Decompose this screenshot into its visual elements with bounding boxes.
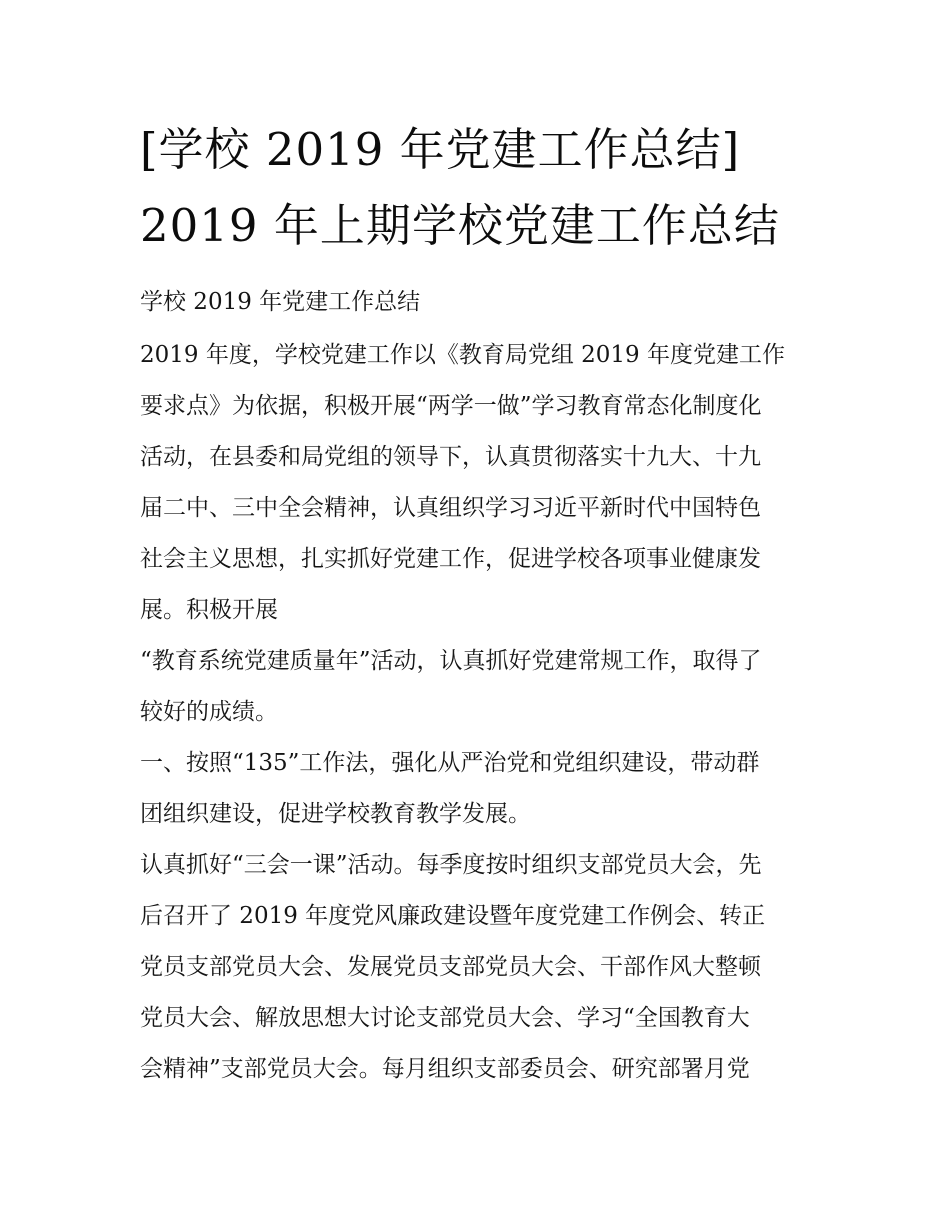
body-line: 届二中、三中全会精神，认真组织学习习近平新时代中国特色: [140, 495, 761, 521]
body-line: 2019 年度，学校党建工作以《教育局党组 2019 年度党建工作: [140, 342, 785, 368]
title-line-2: 2019 年上期学校党建工作总结: [140, 199, 780, 252]
document-title: [140, 112, 830, 264]
body-line: 后召开了 2019 年度党风廉政建设暨年度党建工作例会、转正: [140, 903, 766, 929]
title-line-1: [学校 2019 年党建工作总结]: [140, 123, 741, 176]
body-line: 较好的成绩。: [140, 699, 278, 725]
body-line: 要求点》为依据，积极开展“两学一做”学习教育常态化制度化: [140, 393, 762, 419]
body-line: 会精神”支部党员大会。每月组织支部委员会、研究部署月党: [140, 1056, 750, 1082]
body-line: “教育系统党建质量年”活动，认真抓好党建常规工作，取得了: [140, 648, 762, 674]
subtitle-line: 学校 2019 年党建工作总结: [140, 289, 421, 315]
body-line: 党员大会、解放思想大讨论支部党员大会、学习“全国教育大: [140, 1005, 750, 1031]
section-heading-line: 一、按照“135”工作法，强化从严治党和党组织建设，带动群: [140, 750, 760, 776]
section-heading-line: 团组织建设，促进学校教育教学发展。: [140, 801, 531, 827]
document-body: [140, 282, 820, 1095]
body-line: 社会主义思想，扎实抓好党建工作，促进学校各项事业健康发: [140, 546, 761, 572]
body-line: 认真抓好“三会一课”活动。每季度按时组织支部党员大会，先: [140, 852, 762, 878]
body-line: 展。积极开展: [140, 597, 278, 623]
body-line: 党员支部党员大会、发展党员支部党员大会、干部作风大整顿: [140, 954, 761, 980]
body-line: 活动，在县委和局党组的领导下，认真贯彻落实十九大、十九: [140, 444, 761, 470]
